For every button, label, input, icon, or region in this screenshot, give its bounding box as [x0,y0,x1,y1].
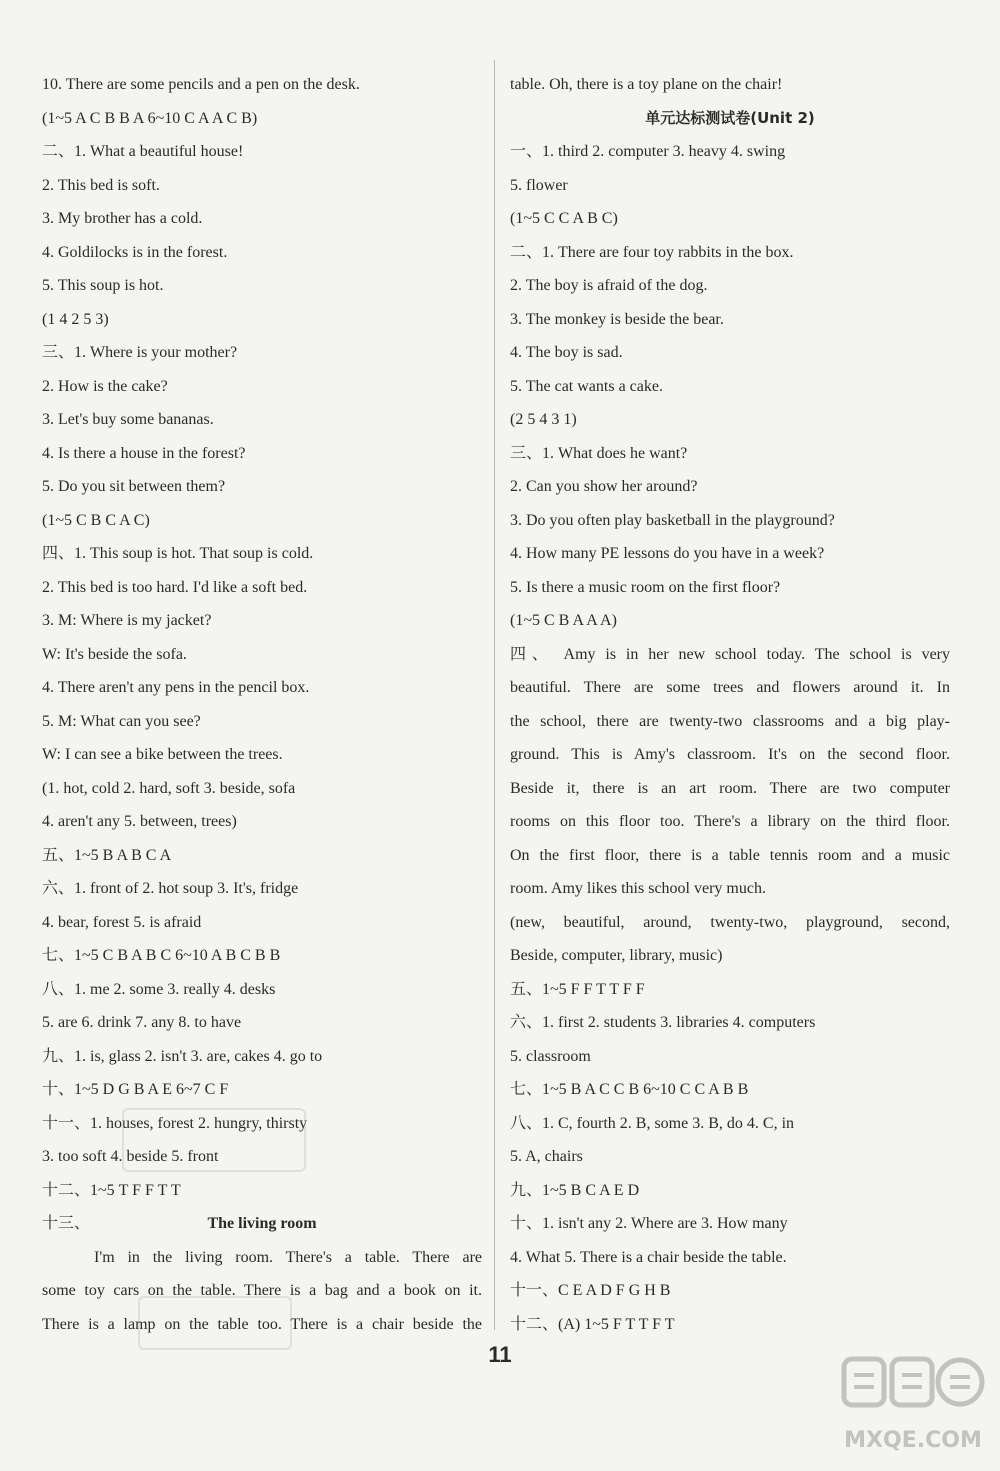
passage-line: ground. This is Amy's classroom. It's on the second floor. [510,746,950,763]
answer-line: 2. Can you show her around? [510,478,698,495]
answer-line: 3. too soft 4. beside 5. front [42,1148,219,1165]
answer-line: 十、1~5 D G B A E 6~7 C F [42,1081,229,1098]
answer-line: 九、1. is, glass 2. isn't 3. are, cakes 4. go to [42,1047,323,1065]
answer-line: W: It's beside the sofa. [42,645,187,663]
answer-line: (2 5 4 3 1) [510,411,577,428]
answer-line: 5. The cat wants a cake. [510,377,663,395]
answer-line: 九、1~5 B C A E D [510,1181,640,1199]
answer-line: 5. flower [510,176,568,194]
answer-line: 十、1. isn't any 2. Where are 3. How many [510,1215,788,1232]
passage-title: The living room [207,1215,317,1232]
answer-line: 五、1~5 B A B C A [42,846,172,864]
passage-line: the school, there are twenty-two classrooms and a big play- [510,712,950,730]
passage-line: some toy cars on the table. There is a bag and a book on it. [42,1282,482,1299]
answer-line: 3. My brother has a cold. [42,210,203,227]
watermark-icon [838,1355,988,1465]
answer-line: 八、1. C, fourth 2. B, some 3. B, do 4. C, in [510,1114,795,1132]
answer-line: 十一、C E A D F G H B [510,1282,671,1299]
answer-line: 4. How many PE lessons do you have in a week? [510,545,825,562]
answer-line: 二、1. There are four toy rabbits in the box. [510,243,794,261]
answer-line: 5. Do you sit between them? [42,478,226,495]
passage-line: beautiful. There are some trees and flowers around it. In [510,679,950,696]
answer-line: 2. The boy is afraid of the dog. [510,277,708,294]
answer-line: (new, beautiful, around, twenty-two, playground, second, [510,913,950,931]
passage-line: rooms on this floor too. There's a library on the third floor. [510,813,950,830]
answer-line: 4. The boy is sad. [510,344,623,361]
answer-line: 2. This bed is soft. [42,176,160,194]
passage-line: 四、 Amy is in her new school today. The school is very [510,645,950,663]
answer-line: (1~5 A C B B A 6~10 C A A C B) [42,109,258,127]
answer-line: 4. aren't any 5. between, trees) [42,813,237,830]
answer-line: W: I can see a bike between the trees. [42,746,283,763]
answer-line: 七、1~5 B A C C B 6~10 C C A B B [510,1081,749,1098]
answer-line: (1 4 2 5 3) [42,310,109,328]
passage-line: There is a lamp on the table too. There is a chair beside the [42,1315,482,1333]
answer-line: 2. This bed is too hard. I'd like a soft bed. [42,578,308,596]
section-label: 十三、 [42,1215,91,1232]
answer-line: 5. are 6. drink 7. any 8. to have [42,1014,242,1031]
unit-test-title: 单元达标测试卷(Unit 2) [645,108,815,127]
answer-line: 三、1. Where is your mother? [42,344,238,361]
answer-line: 4. bear, forest 5. is afraid [42,913,202,931]
answer-line: 十二、1~5 T F F T T [42,1181,181,1199]
answer-line: (1~5 C B C A C) [42,511,150,529]
faint-stamp-icon [138,1296,292,1350]
passage-line: room. Amy likes this school very much. [510,880,766,897]
passage-line: Beside it, there is an art room. There are two computer [510,779,950,797]
answer-line: 十一、1. houses, forest 2. hungry, thirsty [42,1114,308,1132]
answer-line: 4. Is there a house in the forest? [42,444,246,462]
answer-line: 三、1. What does he want? [510,444,688,462]
right-column [510,68,950,1341]
answer-line: 4. Goldilocks is in the forest. [42,243,228,261]
answer-line: 10. There are some pencils and a pen on the desk. [42,76,360,93]
answer-line: 一、1. third 2. computer 3. heavy 4. swing [510,143,786,160]
answer-line: 4. There aren't any pens in the pencil box. [42,679,310,696]
answer-line: Beside, computer, library, music) [510,947,723,964]
answer-line: 3. Do you often play basketball in the playground? [510,511,835,529]
answer-line: 5. classroom [510,1047,591,1065]
answer-line: 七、1~5 C B A B C 6~10 A B C B B [42,947,281,964]
answer-line: 5. Is there a music room on the first floor? [510,578,781,596]
answer-line: 八、1. me 2. some 3. really 4. desks [42,980,276,998]
answer-line: 2. How is the cake? [42,377,168,395]
answer-line: 3. M: Where is my jacket? [42,612,212,629]
answer-line: (1~5 C C A B C) [510,210,618,227]
page-number: 11 [488,1342,512,1367]
answer-line: 五、1~5 F F T T F F [510,980,645,998]
answer-line: 六、1. front of 2. hot soup 3. It's, fridge [42,880,299,897]
answer-line: (1. hot, cold 2. hard, soft 3. beside, sofa [42,779,296,797]
answer-line: 二、1. What a beautiful house! [42,143,244,160]
answer-line: 4. What 5. There is a chair beside the table. [510,1248,787,1266]
passage-line: On the first floor, there is a table tennis room and a music [510,846,950,864]
answer-line: 5. This soup is hot. [42,277,164,294]
answer-line: 3. Let's buy some bananas. [42,411,214,428]
watermark-site: MXQE.COM [844,1428,982,1453]
faint-stamp-icon [122,1108,306,1172]
passage-line: I'm in the living room. There's a table. There are [94,1248,482,1266]
watermark-logo [838,1355,988,1465]
answer-line: 四、1. This soup is hot. That soup is cold. [42,545,314,562]
column-divider [494,60,495,1330]
answer-line: 六、1. first 2. students 3. libraries 4. computers [510,1014,816,1031]
answer-line: 5. M: What can you see? [42,712,201,730]
passage-line: table. Oh, there is a toy plane on the chair! [510,76,783,93]
answer-line: 5. A, chairs [510,1148,583,1165]
answer-line: 3. The monkey is beside the bear. [510,310,724,328]
answer-line: 十二、(A) 1~5 F T T F T [510,1315,675,1333]
answer-line: (1~5 C B A A A) [510,612,617,629]
